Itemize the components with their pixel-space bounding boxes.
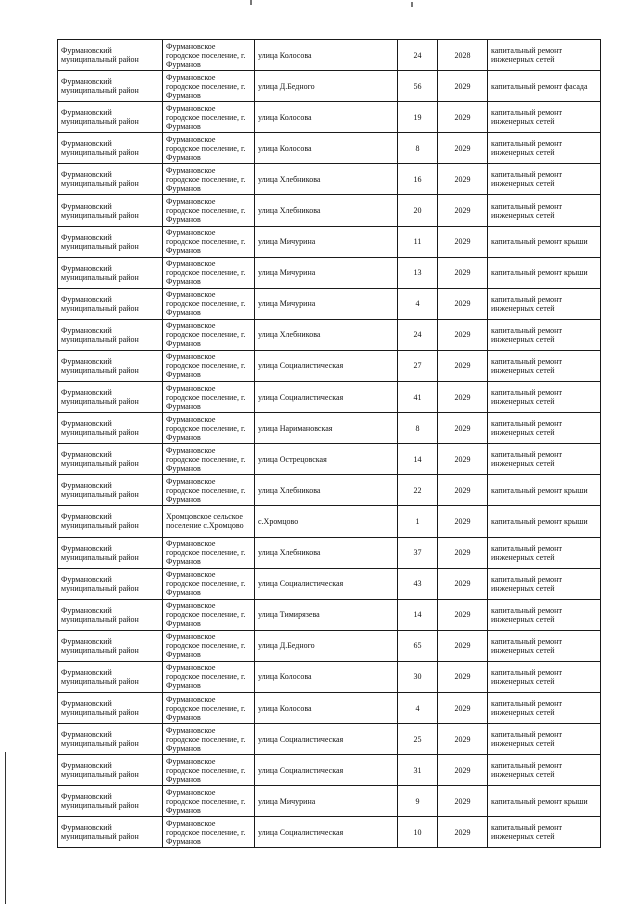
year-cell: 2029 (438, 537, 488, 568)
work-type-cell: капитальный ремонт инженерных сетей (488, 568, 601, 599)
house-number-cell: 16 (398, 164, 438, 195)
street-cell: улица Колосова (255, 133, 398, 164)
year-cell: 2029 (438, 755, 488, 786)
settlement-cell: Хромцовское сельское поселение с.Хромцово (163, 506, 255, 537)
street-cell: улица Д.Бедного (255, 630, 398, 661)
house-number-cell: 43 (398, 568, 438, 599)
work-type-cell: капитальный ремонт инженерных сетей (488, 350, 601, 381)
district-cell: Фурмановский муниципальный район (58, 413, 163, 444)
year-cell: 2029 (438, 475, 488, 506)
district-cell: Фурмановский муниципальный район (58, 288, 163, 319)
house-number-cell: 4 (398, 692, 438, 723)
district-cell: Фурмановский муниципальный район (58, 786, 163, 817)
year-cell: 2029 (438, 195, 488, 226)
year-cell: 2029 (438, 71, 488, 102)
work-type-cell: капитальный ремонт инженерных сетей (488, 102, 601, 133)
settlement-cell: Фурмановское городское поселение, г. Фурманов (163, 133, 255, 164)
settlement-cell: Фурмановское городское поселение, г. Фурманов (163, 195, 255, 226)
settlement-cell: Фурмановское городское поселение, г. Фурманов (163, 164, 255, 195)
table-row (58, 475, 601, 506)
district-cell: Фурмановский муниципальный район (58, 817, 163, 848)
year-cell: 2029 (438, 630, 488, 661)
table-row (58, 661, 601, 692)
year-cell: 2029 (438, 786, 488, 817)
settlement-cell: Фурмановское городское поселение, г. Фурманов (163, 475, 255, 506)
table-row (58, 40, 601, 71)
work-type-cell: капитальный ремонт инженерных сетей (488, 413, 601, 444)
settlement-cell: Фурмановское городское поселение, г. Фурманов (163, 319, 255, 350)
work-type-cell: капитальный ремонт крыши (488, 475, 601, 506)
street-cell: улица Социалистическая (255, 382, 398, 413)
work-type-cell: капитальный ремонт инженерных сетей (488, 444, 601, 475)
house-number-cell: 4 (398, 288, 438, 319)
street-cell: улица Хлебникова (255, 537, 398, 568)
year-cell: 2029 (438, 382, 488, 413)
table-row (58, 755, 601, 786)
district-cell: Фурмановский муниципальный район (58, 568, 163, 599)
settlement-cell: Фурмановское городское поселение, г. Фурманов (163, 692, 255, 723)
table-row (58, 692, 601, 723)
work-type-cell: капитальный ремонт инженерных сетей (488, 382, 601, 413)
year-cell: 2029 (438, 692, 488, 723)
district-cell: Фурмановский муниципальный район (58, 40, 163, 71)
year-cell: 2028 (438, 40, 488, 71)
work-type-cell: капитальный ремонт инженерных сетей (488, 599, 601, 630)
year-cell: 2029 (438, 164, 488, 195)
settlement-cell: Фурмановское городское поселение, г. Фурманов (163, 413, 255, 444)
street-cell: улица Хлебникова (255, 475, 398, 506)
district-cell: Фурмановский муниципальный район (58, 599, 163, 630)
table-row (58, 537, 601, 568)
table-row (58, 630, 601, 661)
table-row (58, 382, 601, 413)
street-cell: улица Д.Бедного (255, 71, 398, 102)
district-cell: Фурмановский муниципальный район (58, 350, 163, 381)
house-number-cell: 41 (398, 382, 438, 413)
street-cell: улица Мичурина (255, 786, 398, 817)
district-cell: Фурмановский муниципальный район (58, 755, 163, 786)
year-cell: 2029 (438, 568, 488, 599)
district-cell: Фурмановский муниципальный район (58, 319, 163, 350)
street-cell: улица Колосова (255, 692, 398, 723)
table-row (58, 195, 601, 226)
house-number-cell: 10 (398, 817, 438, 848)
house-number-cell: 14 (398, 599, 438, 630)
table-row (58, 164, 601, 195)
street-cell: улица Хлебникова (255, 319, 398, 350)
house-number-cell: 30 (398, 661, 438, 692)
year-cell: 2029 (438, 257, 488, 288)
house-number-cell: 13 (398, 257, 438, 288)
work-type-cell: капитальный ремонт инженерных сетей (488, 692, 601, 723)
district-cell: Фурмановский муниципальный район (58, 133, 163, 164)
street-cell: улица Социалистическая (255, 350, 398, 381)
table-row (58, 444, 601, 475)
street-cell: улица Хлебникова (255, 164, 398, 195)
scan-artifact (411, 2, 413, 7)
year-cell: 2029 (438, 350, 488, 381)
street-cell: улица Мичурина (255, 226, 398, 257)
street-cell: улица Колосова (255, 40, 398, 71)
table-row (58, 786, 601, 817)
year-cell: 2029 (438, 444, 488, 475)
year-cell: 2029 (438, 226, 488, 257)
repair-schedule-table (57, 39, 601, 848)
district-cell: Фурмановский муниципальный район (58, 724, 163, 755)
year-cell: 2029 (438, 724, 488, 755)
year-cell: 2029 (438, 661, 488, 692)
settlement-cell: Фурмановское городское поселение, г. Фурманов (163, 40, 255, 71)
house-number-cell: 1 (398, 506, 438, 537)
settlement-cell: Фурмановское городское поселение, г. Фурманов (163, 630, 255, 661)
table-row (58, 102, 601, 133)
work-type-cell: капитальный ремонт инженерных сетей (488, 164, 601, 195)
work-type-cell: капитальный ремонт инженерных сетей (488, 817, 601, 848)
settlement-cell: Фурмановское городское поселение, г. Фурманов (163, 382, 255, 413)
work-type-cell: капитальный ремонт инженерных сетей (488, 288, 601, 319)
street-cell: улица Хлебникова (255, 195, 398, 226)
table-row (58, 288, 601, 319)
district-cell: Фурмановский муниципальный район (58, 226, 163, 257)
settlement-cell: Фурмановское городское поселение, г. Фурманов (163, 599, 255, 630)
district-cell: Фурмановский муниципальный район (58, 164, 163, 195)
work-type-cell: капитальный ремонт крыши (488, 257, 601, 288)
table-row (58, 599, 601, 630)
work-type-cell: капитальный ремонт фасада (488, 71, 601, 102)
work-type-cell: капитальный ремонт крыши (488, 786, 601, 817)
street-cell: улица Острецовская (255, 444, 398, 475)
table-body (58, 40, 601, 848)
work-type-cell: капитальный ремонт инженерных сетей (488, 40, 601, 71)
street-cell: с.Хромцово (255, 506, 398, 537)
house-number-cell: 24 (398, 40, 438, 71)
house-number-cell: 37 (398, 537, 438, 568)
scan-artifact (250, 0, 252, 5)
house-number-cell: 27 (398, 350, 438, 381)
year-cell: 2029 (438, 102, 488, 133)
work-type-cell: капитальный ремонт инженерных сетей (488, 755, 601, 786)
settlement-cell: Фурмановское городское поселение, г. Фурманов (163, 755, 255, 786)
street-cell: улица Социалистическая (255, 568, 398, 599)
work-type-cell: капитальный ремонт инженерных сетей (488, 133, 601, 164)
house-number-cell: 25 (398, 724, 438, 755)
table-row (58, 506, 601, 537)
table-row (58, 319, 601, 350)
settlement-cell: Фурмановское городское поселение, г. Фурманов (163, 786, 255, 817)
settlement-cell: Фурмановское городское поселение, г. Фурманов (163, 537, 255, 568)
house-number-cell: 19 (398, 102, 438, 133)
settlement-cell: Фурмановское городское поселение, г. Фурманов (163, 817, 255, 848)
district-cell: Фурмановский муниципальный район (58, 692, 163, 723)
table-row (58, 817, 601, 848)
district-cell: Фурмановский муниципальный район (58, 71, 163, 102)
work-type-cell: капитальный ремонт инженерных сетей (488, 661, 601, 692)
district-cell: Фурмановский муниципальный район (58, 102, 163, 133)
table-row (58, 724, 601, 755)
work-type-cell: капитальный ремонт крыши (488, 506, 601, 537)
district-cell: Фурмановский муниципальный район (58, 382, 163, 413)
table-row (58, 133, 601, 164)
district-cell: Фурмановский муниципальный район (58, 661, 163, 692)
street-cell: улица Социалистическая (255, 724, 398, 755)
district-cell: Фурмановский муниципальный район (58, 537, 163, 568)
district-cell: Фурмановский муниципальный район (58, 257, 163, 288)
street-cell: улица Мичурина (255, 288, 398, 319)
table-row (58, 226, 601, 257)
district-cell: Фурмановский муниципальный район (58, 475, 163, 506)
table-row (58, 568, 601, 599)
house-number-cell: 9 (398, 786, 438, 817)
settlement-cell: Фурмановское городское поселение, г. Фурманов (163, 257, 255, 288)
settlement-cell: Фурмановское городское поселение, г. Фурманов (163, 661, 255, 692)
house-number-cell: 24 (398, 319, 438, 350)
district-cell: Фурмановский муниципальный район (58, 195, 163, 226)
table-row (58, 413, 601, 444)
scan-edge-line (5, 752, 6, 904)
settlement-cell: Фурмановское городское поселение, г. Фурманов (163, 350, 255, 381)
house-number-cell: 65 (398, 630, 438, 661)
work-type-cell: капитальный ремонт инженерных сетей (488, 630, 601, 661)
district-cell: Фурмановский муниципальный район (58, 630, 163, 661)
house-number-cell: 31 (398, 755, 438, 786)
year-cell: 2029 (438, 288, 488, 319)
settlement-cell: Фурмановское городское поселение, г. Фурманов (163, 226, 255, 257)
table-row (58, 257, 601, 288)
street-cell: улица Социалистическая (255, 817, 398, 848)
house-number-cell: 14 (398, 444, 438, 475)
settlement-cell: Фурмановское городское поселение, г. Фурманов (163, 102, 255, 133)
house-number-cell: 22 (398, 475, 438, 506)
district-cell: Фурмановский муниципальный район (58, 444, 163, 475)
house-number-cell: 8 (398, 413, 438, 444)
table-row (58, 71, 601, 102)
street-cell: улица Социалистическая (255, 755, 398, 786)
street-cell: улица Колосова (255, 661, 398, 692)
year-cell: 2029 (438, 599, 488, 630)
work-type-cell: капитальный ремонт инженерных сетей (488, 319, 601, 350)
street-cell: улица Колосова (255, 102, 398, 133)
settlement-cell: Фурмановское городское поселение, г. Фурманов (163, 568, 255, 599)
district-cell: Фурмановский муниципальный район (58, 506, 163, 537)
settlement-cell: Фурмановское городское поселение, г. Фурманов (163, 71, 255, 102)
settlement-cell: Фурмановское городское поселение, г. Фурманов (163, 288, 255, 319)
settlement-cell: Фурмановское городское поселение, г. Фурманов (163, 444, 255, 475)
year-cell: 2029 (438, 506, 488, 537)
house-number-cell: 8 (398, 133, 438, 164)
table-row (58, 350, 601, 381)
work-type-cell: капитальный ремонт инженерных сетей (488, 537, 601, 568)
house-number-cell: 11 (398, 226, 438, 257)
work-type-cell: капитальный ремонт инженерных сетей (488, 195, 601, 226)
house-number-cell: 56 (398, 71, 438, 102)
work-type-cell: капитальный ремонт крыши (488, 226, 601, 257)
settlement-cell: Фурмановское городское поселение, г. Фурманов (163, 724, 255, 755)
street-cell: улица Тимирязева (255, 599, 398, 630)
street-cell: улица Наримановская (255, 413, 398, 444)
year-cell: 2029 (438, 413, 488, 444)
street-cell: улица Мичурина (255, 257, 398, 288)
year-cell: 2029 (438, 319, 488, 350)
work-type-cell: капитальный ремонт инженерных сетей (488, 724, 601, 755)
house-number-cell: 20 (398, 195, 438, 226)
year-cell: 2029 (438, 133, 488, 164)
year-cell: 2029 (438, 817, 488, 848)
